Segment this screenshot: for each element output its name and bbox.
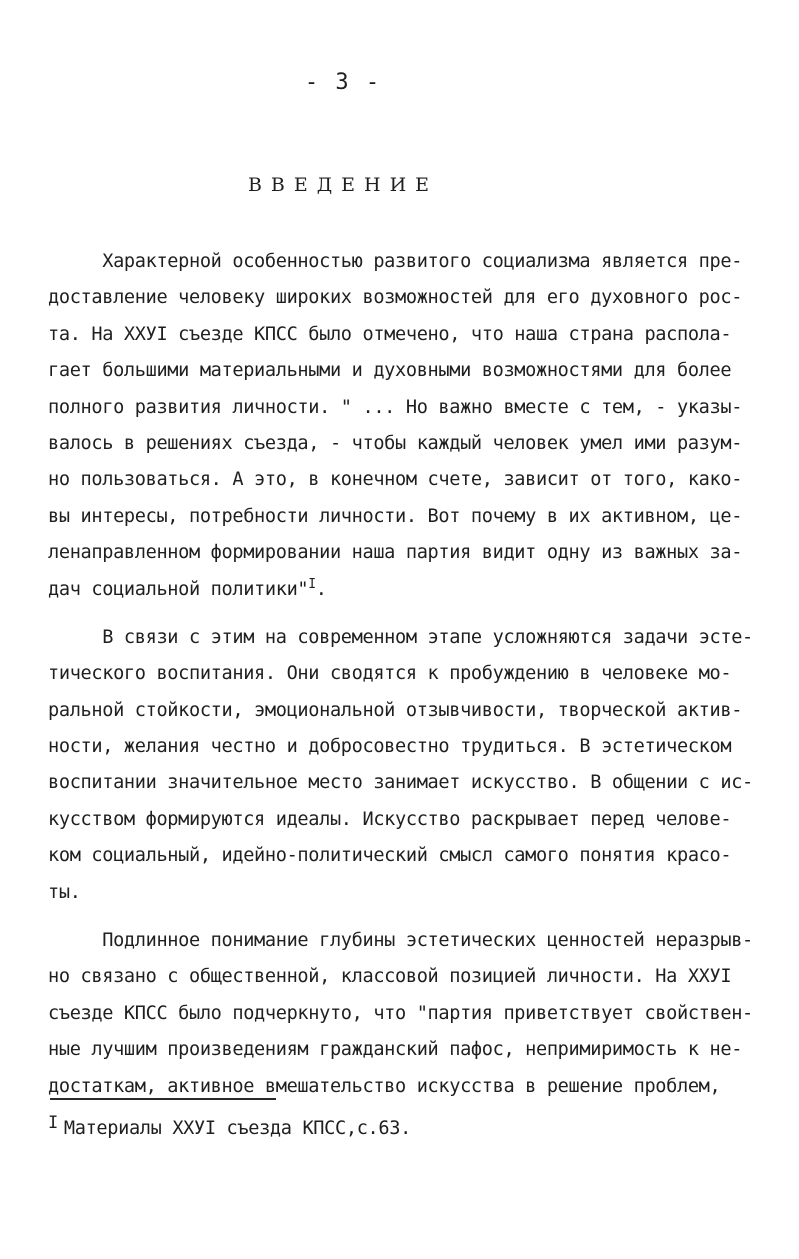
footnote <box>48 1113 411 1139</box>
paragraph-2 <box>48 620 768 911</box>
text-line-end: . <box>315 578 327 600</box>
paragraph-1 <box>48 244 768 608</box>
text-line: но связано с общественной, классовой позицией личности. На ХХУI <box>48 966 732 988</box>
text-line-content: дач социальной политики" <box>48 578 309 600</box>
text-line: та. На ХХУI съезде КПСС было отмечено, что наша страна распола- <box>48 323 732 345</box>
text-line: Характерной особенностью развитого социализма является пре- <box>48 251 743 272</box>
text-line: гает большими материальными и духовными возможностями для более <box>48 360 732 382</box>
text-line: валось в решениях съезда, - чтобы каждый человек умел ими разум- <box>48 432 743 454</box>
text-line: ности, желания честно и добросовестно трудиться. В эстетическом <box>48 736 732 758</box>
text-line: ленаправленном формировании наша партия видит одну из важных за- <box>48 542 743 564</box>
text-line: съезде КПСС было подчеркнуто, что "партия приветствует свойствен- <box>48 1002 753 1024</box>
text-line: достаткам, активное вмешательство искусства в решение проблем, <box>48 1075 721 1097</box>
text-line: полного развития личности. " ... Но важно вместе с тем, - указы- <box>48 396 743 418</box>
text-line: ты. <box>48 881 81 903</box>
text-line: доставление человеку широких возможностей для его духовного рос- <box>48 287 743 309</box>
text-line: кусством формируются идеалы. Искусство раскрывает перед челове- <box>48 808 732 830</box>
section-heading: ВВЕДЕНИЕ <box>247 174 439 196</box>
paragraph-gap <box>48 608 768 620</box>
footnote-number: I <box>48 1113 58 1133</box>
text-line: тического воспитания. Они сводятся к пробуждению в человеке мо- <box>48 663 732 685</box>
footnote-text: Материалы ХХУI съезда КПСС,с.63. <box>63 1118 411 1139</box>
text-line: вы интересы, потребности личности. Вот почему в их активном, це- <box>48 505 743 527</box>
body-text <box>48 244 768 1105</box>
text-line: В связи с этим на современном этапе усложняются задачи эсте- <box>48 626 753 648</box>
text-line: воспитании значительное место занимает искусство. В общении с ис- <box>48 772 753 794</box>
text-line: ком социальный, идейно-политический смысл самого понятия красо- <box>48 845 732 867</box>
page-number: - 3 - <box>304 70 382 95</box>
text-line: ные лучшим произведениям гражданский пафос, непримиримость к не- <box>48 1039 743 1061</box>
text-line: Подлинное понимание глубины эстетических ценностей неразрыв- <box>48 930 753 952</box>
paragraph-gap <box>48 911 768 923</box>
text-line <box>48 572 768 608</box>
paragraph-3 <box>48 923 768 1105</box>
footnote-marker: I <box>308 576 316 592</box>
text-line: но пользоваться. А это, в конечном счете, зависит от того, како- <box>48 469 743 491</box>
footnote-separator <box>50 1098 276 1100</box>
text-line: ральной стойкости, эмоциональной отзывчивости, творческой актив- <box>48 699 743 721</box>
